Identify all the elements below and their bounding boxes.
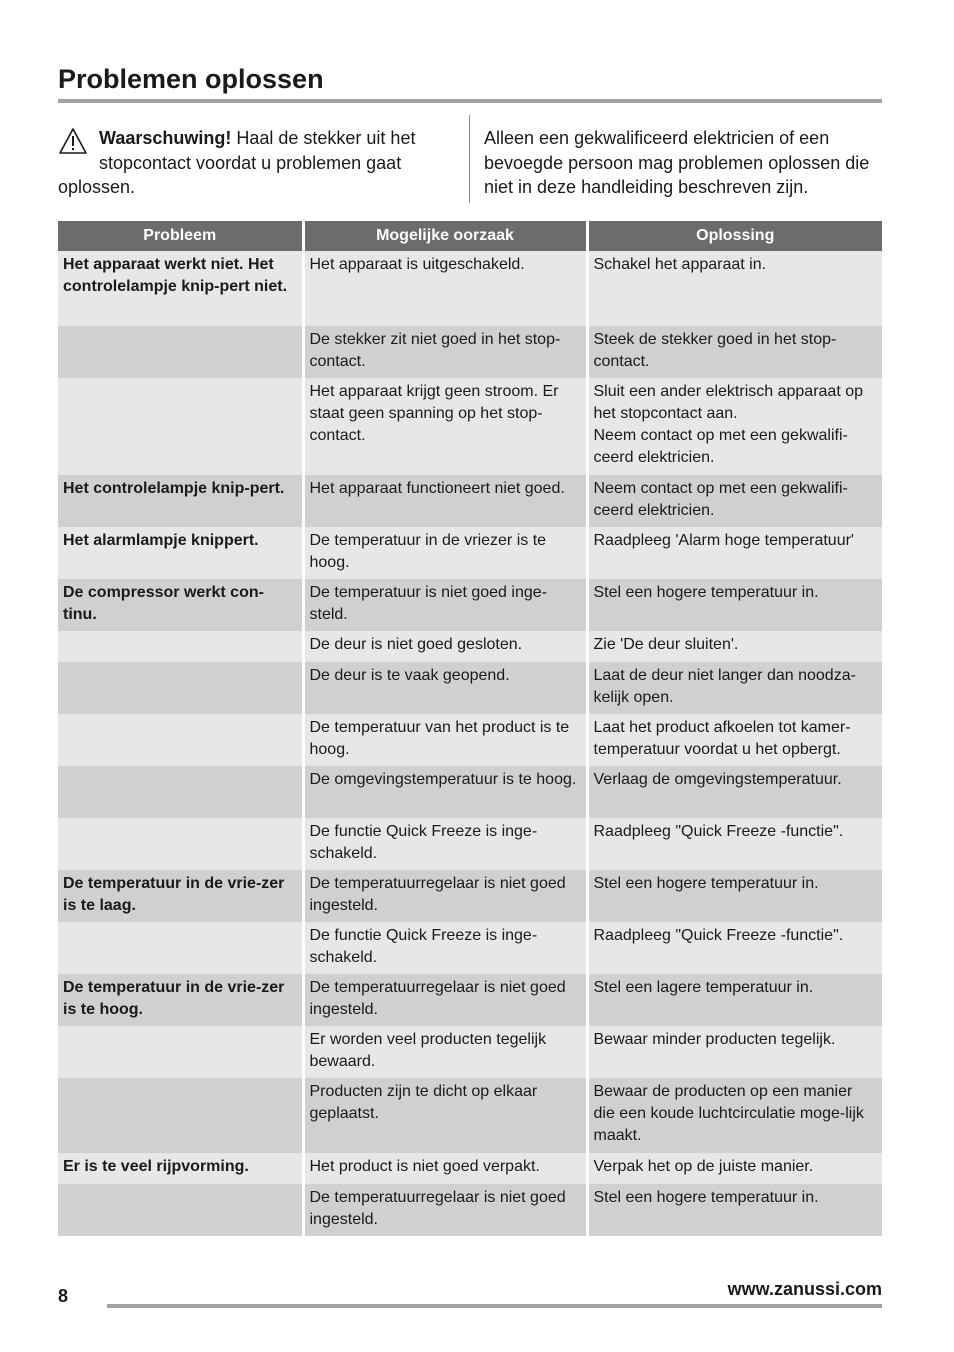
table-row: [58, 662, 882, 714]
cell-cause: De temperatuurregelaar is niet goed ingesteld.: [303, 870, 587, 922]
cell-cause: De temperatuur in de vriezer is te hoog.: [303, 527, 587, 579]
warning-triangle-icon: [58, 127, 88, 155]
cell-cause: De functie Quick Freeze is inge-schakeld.: [303, 922, 587, 974]
cell-solution: Schakel het apparaat in.: [587, 251, 882, 326]
cell-solution: Zie 'De deur sluiten'.: [587, 631, 882, 662]
cell-solution: Steek de stekker goed in het stop-contact.: [587, 326, 882, 378]
cell-cause: Het apparaat is uitgeschakeld.: [303, 251, 587, 326]
troubleshooting-table: [58, 221, 882, 1236]
page-number: 8: [58, 1286, 69, 1306]
cell-problem: De temperatuur in de vrie-zer is te laag.: [58, 870, 303, 922]
cell-cause: De temperatuurregelaar is niet goed ingesteld.: [303, 974, 587, 1026]
warning-text-1: Haal de stekker uit het: [231, 128, 416, 148]
table-row: [58, 378, 882, 475]
warning-text-2: stopcontact voordat u problemen gaat: [99, 152, 402, 173]
cell-problem: [58, 631, 303, 662]
table-row: [58, 974, 882, 1026]
cell-cause: De omgevingstemperatuur is te hoog.: [303, 766, 587, 818]
cell-cause: Producten zijn te dicht op elkaar geplaatst.: [303, 1078, 587, 1153]
table-row: [58, 475, 882, 527]
cell-problem: [58, 922, 303, 974]
cell-cause: Het product is niet goed verpakt.: [303, 1153, 587, 1184]
table-row: [58, 1026, 882, 1078]
cell-solution: Raadpleeg 'Alarm hoge temperatuur': [587, 527, 882, 579]
table-row: [58, 1078, 882, 1153]
page-title: Problemen oplossen: [58, 64, 324, 94]
header-solution: Oplossing: [587, 221, 882, 251]
intro-paragraph: Alleen een gekwalificeerd elektricien of een bevoegde persoon mag problemen oplossen die niet in deze handleiding beschreven zijn.: [484, 128, 870, 197]
cell-solution: Stel een hogere temperatuur in.: [587, 579, 882, 631]
column-divider: [469, 115, 470, 203]
cell-cause: De temperatuur van het product is te hoog.: [303, 714, 587, 766]
table-row: [58, 870, 882, 922]
cell-problem: [58, 766, 303, 818]
cell-problem: [58, 1184, 303, 1236]
cell-problem: [58, 662, 303, 714]
warning-line-1: [58, 126, 453, 151]
footer-rule: [107, 1304, 882, 1308]
table-row: [58, 1184, 882, 1236]
cell-problem: Het alarmlampje knippert.: [58, 527, 303, 579]
cell-solution: Verpak het op de juiste manier.: [587, 1153, 882, 1184]
cell-cause: De functie Quick Freeze is inge-schakeld.: [303, 818, 587, 870]
header-cause: Mogelijke oorzaak: [303, 221, 587, 251]
cell-problem: [58, 326, 303, 378]
table-row: [58, 631, 882, 662]
cell-cause: Het apparaat functioneert niet goed.: [303, 475, 587, 527]
cell-solution: Laat de deur niet langer dan noodza-kelijk open.: [587, 662, 882, 714]
warning-block: [58, 126, 453, 200]
cell-cause: De deur is te vaak geopend.: [303, 662, 587, 714]
table-row: [58, 1153, 882, 1184]
cell-solution: Raadpleeg "Quick Freeze -functie".: [587, 922, 882, 974]
table-row: [58, 766, 882, 818]
cell-solution: Stel een hogere temperatuur in.: [587, 1184, 882, 1236]
cell-problem: [58, 1026, 303, 1078]
cell-solution: Stel een lagere temperatuur in.: [587, 974, 882, 1026]
warning-text-3: oplossen.: [58, 177, 136, 197]
cell-problem: [58, 1078, 303, 1153]
cell-problem: [58, 714, 303, 766]
cell-cause: De deur is niet goed gesloten.: [303, 631, 587, 662]
table-row: [58, 714, 882, 766]
table-row: [58, 579, 882, 631]
table-row: [58, 251, 882, 326]
cell-solution: Bewaar minder producten tegelijk.: [587, 1026, 882, 1078]
table-row: [58, 922, 882, 974]
table-row: [58, 326, 882, 378]
cell-problem: De temperatuur in de vrie-zer is te hoog.: [58, 974, 303, 1026]
cell-problem: Er is te veel rijpvorming.: [58, 1153, 303, 1184]
table-body: [58, 251, 882, 1236]
cell-cause: Er worden veel producten tegelijk bewaard.: [303, 1026, 587, 1078]
website-url: www.zanussi.com: [727, 1279, 882, 1299]
cell-solution: Verlaag de omgevingstemperatuur.: [587, 766, 882, 818]
cell-cause: De temperatuur is niet goed inge-steld.: [303, 579, 587, 631]
cell-cause: De stekker zit niet goed in het stop-contact.: [303, 326, 587, 378]
cell-cause: Het apparaat krijgt geen stroom. Er staat geen spanning op het stop-contact.: [303, 378, 587, 475]
cell-solution: Sluit een ander elektrisch apparaat op het stopcontact aan. Neem contact op met een gekwalifi-ceerd elektricien.: [587, 378, 882, 475]
cell-problem: [58, 818, 303, 870]
table-row: [58, 527, 882, 579]
warning-label: Waarschuwing!: [99, 128, 232, 148]
title-rule: [58, 99, 882, 103]
cell-solution: Raadpleeg "Quick Freeze -functie".: [587, 818, 882, 870]
cell-problem: Het controlelampje knip-pert.: [58, 475, 303, 527]
cell-problem: Het apparaat werkt niet. Het controlelampje knip-pert niet.: [58, 251, 303, 326]
cell-solution: Neem contact op met een gekwalifi-ceerd elektricien.: [587, 475, 882, 527]
header-problem: Probleem: [58, 221, 303, 251]
cell-solution: Laat het product afkoelen tot kamer-temperatuur voordat u het opbergt.: [587, 714, 882, 766]
cell-problem: De compressor werkt con-tinu.: [58, 579, 303, 631]
cell-problem: [58, 378, 303, 475]
cell-solution: Stel een hogere temperatuur in.: [587, 870, 882, 922]
cell-cause: De temperatuurregelaar is niet goed ingesteld.: [303, 1184, 587, 1236]
cell-solution: Bewaar de producten op een manier die een koude luchtcirculatie moge-lijk maakt.: [587, 1078, 882, 1153]
table-header-row: [58, 221, 882, 251]
table-row: [58, 818, 882, 870]
